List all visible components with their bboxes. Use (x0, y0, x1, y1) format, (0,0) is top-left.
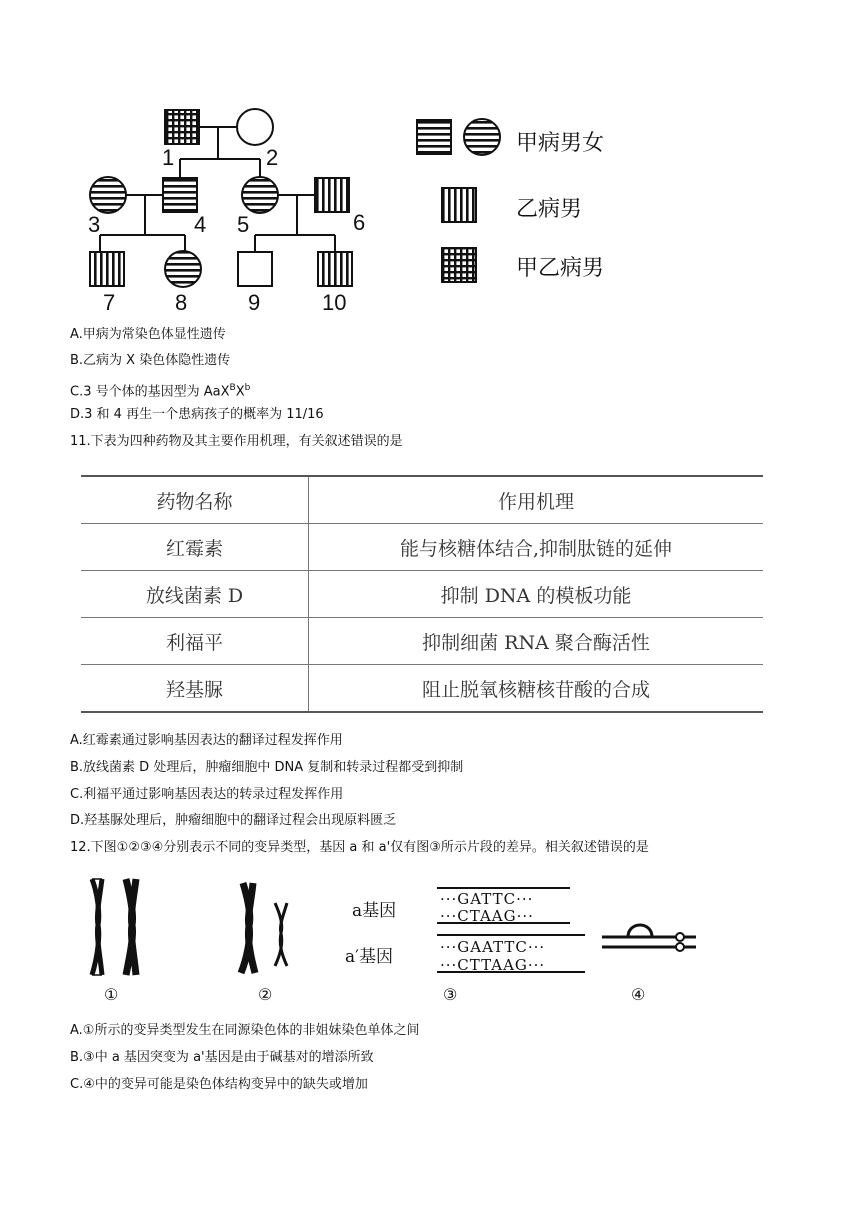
individual-2 (237, 109, 273, 145)
q10-option-c-prefix: C.3 号个体的基因型为 AaX (70, 384, 230, 400)
gene-a-prime-label: a′基因 (345, 947, 393, 967)
individual-7 (90, 252, 124, 286)
table-row (81, 618, 763, 665)
chromosome-loop-figure-4 (600, 915, 700, 955)
label-9: 9 (248, 290, 261, 315)
drug-table (81, 475, 763, 713)
q12-option-c: C.④中的变异可能是染色体结构变异中的缺失或增加 (70, 1077, 368, 1092)
q10-option-b: B.乙病为 X 染色体隐性遗传 (70, 353, 231, 368)
table-row (81, 524, 763, 571)
drug-name-cell: 利福平 (81, 618, 309, 665)
gene-a-prime-bottom-strand: ···CTTAAG··· (440, 956, 546, 974)
drug-name-cell: 羟基脲 (81, 665, 309, 713)
header-drug-name: 药物名称 (81, 476, 309, 524)
individual-1 (165, 110, 199, 144)
header-mechanism: 作用机理 (497, 490, 574, 513)
mechanism-cell: 抑制细菌 RNA 聚合酶活性 (309, 618, 764, 665)
legend-jia-yi-male-symbol (442, 248, 476, 282)
legend-jia-male-female: 甲病男女 (516, 131, 605, 156)
q11-option-a: A.红霉素通过影响基因表达的翻译过程发挥作用 (70, 733, 343, 748)
figure-label-3: ③ (443, 985, 458, 1004)
label-2: 2 (266, 145, 279, 170)
q11-option-c: C.利福平通过影响基因表达的转录过程发挥作用 (70, 787, 344, 802)
legend-jia-female-symbol (464, 119, 500, 155)
pedigree-legend-symbols (412, 115, 512, 285)
label-6: 6 (353, 210, 366, 235)
individual-9 (238, 252, 272, 286)
label-10: 10 (322, 290, 347, 315)
q10-option-c (70, 379, 250, 401)
legend-jia-male-symbol (417, 120, 451, 154)
q10-option-c-sup2: b (244, 383, 251, 393)
q12-stem: 12.下图①②③④分别表示不同的变异类型，基因 a 和 a'仅有图③所示片段的差异。相关叙述错误的是 (70, 840, 649, 855)
table-header-row (81, 476, 763, 524)
figure-label-4: ④ (631, 985, 646, 1004)
drug-name-cell: 红霉素 (81, 524, 309, 571)
figure-label-2: ② (258, 985, 273, 1004)
q11-option-b: B.放线菌素 D 处理后，肿瘤细胞中 DNA 复制和转录过程都受到抑制 (70, 760, 464, 775)
label-3: 3 (88, 212, 101, 237)
q10-option-a: A.甲病为常染色体显性遗传 (70, 327, 226, 342)
q10-option-d: D.3 和 4 再生一个患病孩子的概率为 11/16 (70, 407, 324, 422)
label-4: 4 (194, 212, 207, 237)
label-5: 5 (237, 212, 250, 237)
q11-stem: 11.下表为四种药物及其主要作用机理，有关叙述错误的是 (70, 434, 403, 449)
mechanism-cell: 抑制 DNA 的模板功能 (309, 571, 764, 618)
individual-5 (242, 177, 278, 213)
legend-yi-male-symbol (442, 188, 476, 222)
mechanism-cell: 阻止脱氧核糖核苷酸的合成 (309, 665, 764, 713)
individual-8 (165, 251, 201, 287)
q12-option-a: A.①所示的变异类型发生在同源染色体的非姐妹染色单体之间 (70, 1023, 420, 1038)
q10-option-c-sup1: B (229, 383, 236, 393)
q12-option-b: B.③中 a 基因突变为 a'基因是由于碱基对的增添所致 (70, 1050, 374, 1065)
individual-10 (318, 252, 352, 286)
figure-label-1: ① (104, 985, 119, 1004)
pedigree-chart (70, 95, 390, 320)
label-8: 8 (175, 290, 188, 315)
individual-6 (315, 178, 349, 212)
table-row (81, 571, 763, 618)
chromosome-figure-2 (235, 878, 305, 978)
gene-a-top-strand: ···GATTC··· (440, 890, 534, 908)
mechanism-cell: 能与核糖体结合,抑制肽链的延伸 (309, 524, 764, 571)
q11-option-d: D.羟基脲处理后，肿瘤细胞中的翻译过程会出现原料匮乏 (70, 813, 397, 828)
gene-a-prime-top-strand: ···GAATTC··· (440, 938, 546, 956)
individual-4 (163, 178, 197, 212)
q10-option-c-mid: X (235, 384, 245, 400)
individual-3 (90, 177, 126, 213)
gene-a-label: a基因 (352, 901, 397, 921)
chromosome-figure-1 (80, 875, 150, 980)
label-7: 7 (103, 290, 116, 315)
legend-jia-yi-male: 甲乙病男 (516, 256, 605, 281)
gene-a-bottom-strand: ···CTAAG··· (440, 907, 534, 925)
legend-yi-male: 乙病男 (516, 197, 583, 222)
drug-name-cell: 放线菌素 D (81, 571, 309, 618)
table-row (81, 665, 763, 713)
label-1: 1 (162, 145, 175, 170)
